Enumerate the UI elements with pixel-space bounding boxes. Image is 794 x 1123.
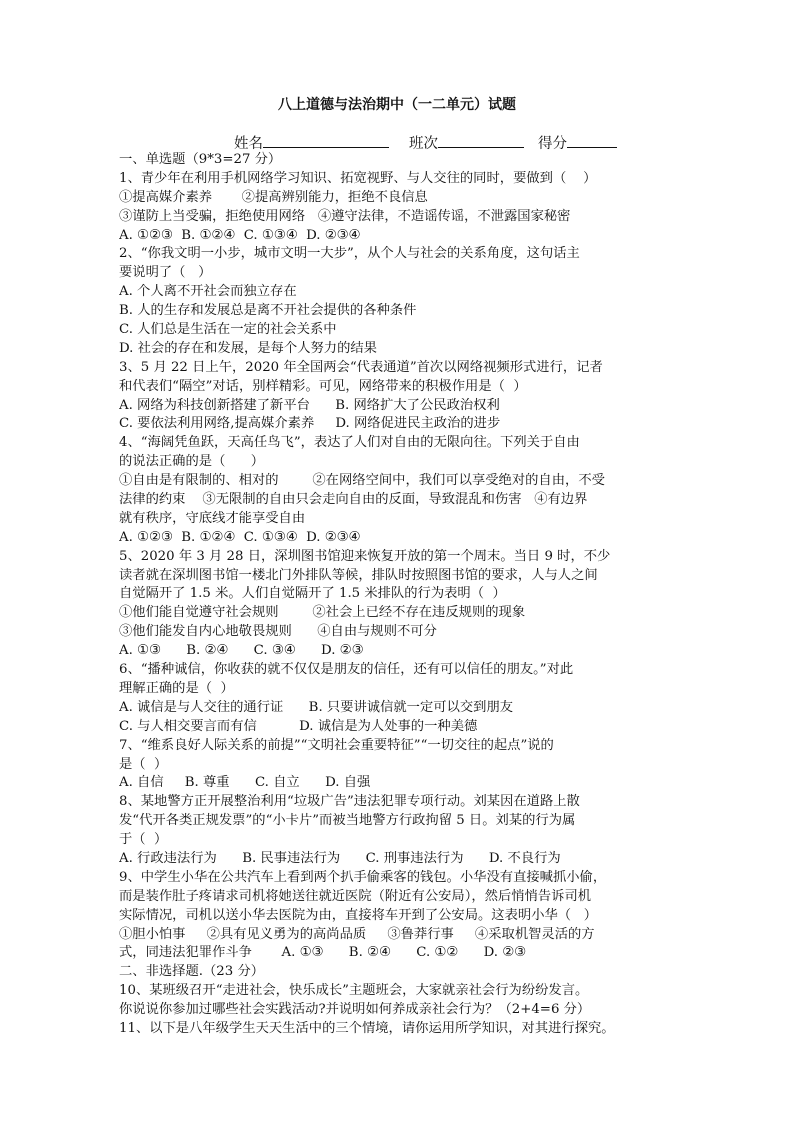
text-line: 3、5 月 22 日上午，2020 年全国两会“代表通道”首次以网络视频形式进行，记者 (119, 359, 603, 375)
text-line: A. ①②③ B. ①②④ C. ①③④ D. ②③④ (119, 227, 361, 243)
text-line: ③他们能发自内心地敬畏规则 ④自由与规则不可分 (119, 624, 437, 640)
text-line: ①提高媒介素养 ②提高辨别能力，拒绝不良信息 (119, 189, 428, 205)
text-line: 2、“你我文明一小步，城市文明一大步”，从个人与社会的关系角度，这句话主 (119, 246, 580, 262)
text-line: A. 行政违法行为 B. 民事违法行为 C. 刑事违法行为 D. 不良行为 (119, 850, 561, 866)
text-line: 9、中学生小华在公共汽车上看到两个扒手偷乘客的钱包。小华没有直接喊抓小偷， (119, 869, 607, 885)
text-line: 要说明了（ ） (119, 265, 212, 281)
text-line: ①胆小怕事 ②具有见义勇为的高尚品质 ③鲁莽行事 ④采取机智灵活的方 (119, 926, 595, 942)
text-line: ③谨防上当受骗，拒绝使用网络 ④遵守法律，不造谣传谣，不泄露国家秘密 (119, 208, 571, 224)
class-field[interactable] (438, 133, 524, 148)
text-line: C. 与人相交要言而有信 D. 诚信是为人处事的一种美德 (119, 718, 478, 734)
text-line: A. ①②③ B. ①②④ C. ①③④ D. ②③④ (119, 529, 361, 545)
text-line: ①自由是有限制的、相对的 ②在网络空间中，我们可以享受绝对的自由，不受 (119, 473, 605, 489)
score-label: 得分 (538, 136, 567, 152)
student-info-line (234, 132, 617, 153)
text-line: 式，同违法犯罪作斗争 A. ①③ B. ②④ C. ①② D. ②③ (119, 945, 527, 961)
text-line: 6、“播种诚信，你收获的就不仅仅是朋友的信任，还有可以信任的朋友。”对此 (119, 662, 574, 678)
text-line: 法律的约束 ③无限制的自由只会走向自由的反面，导致混乱和伤害 ④有边界 (119, 492, 588, 508)
text-line: A. ①③ B. ②④ C. ③④ D. ②③ (119, 643, 364, 659)
text-line: 就有秩序，守底线才能享受自由 (119, 510, 306, 526)
text-line: 的说法正确的是（ ） (119, 454, 265, 470)
text-line: 一、单选题（9*3=27 分） (119, 152, 282, 167)
text-line: C. 要依法利用网络,提高媒介素养 D. 网络促进民主政治的进步 (119, 416, 501, 432)
text-line: 8、某地警方正开展整治利用“垃圾广告”违法犯罪专项行动。刘某因在道路上散 (119, 794, 580, 810)
name-label: 姓名 (234, 136, 263, 152)
text-line: 自觉隔开了 1.5 米。人们自觉隔开了 1.5 米排队的行为表明（ ） (119, 586, 506, 602)
text-line: 10、某班级召开“走进社会，快乐成长”主题班会，大家就亲社会行为纷纷发言。 (119, 983, 589, 999)
text-line: 理解正确的是（ ） (119, 680, 234, 696)
text-line: C. 人们总是生活在一定的社会关系中 (119, 322, 337, 338)
exam-body (119, 151, 684, 1039)
exam-title: 八上道德与法治期中（一二单元）试题 (278, 97, 516, 113)
text-line: A. 个人离不开社会而独立存在 (119, 284, 297, 300)
text-line: 发“代开各类正规发票”的“小卡片”而被当地警方行政拘留 5 日。刘某的行为属 (119, 813, 576, 829)
text-line: B. 人的生存和发展总是离不开社会提供的各种条件 (119, 303, 417, 319)
score-field[interactable] (567, 133, 617, 148)
text-line: 你说说你参加过哪些社会实践活动?并说明如何养成亲社会行为？（2+4=6 分） (119, 1002, 591, 1018)
class-label: 班次 (409, 136, 438, 152)
text-line: 7、“维系良好人际关系的前提”“文明社会重要特征”“一切交往的起点”说的 (119, 737, 554, 753)
text-line: 于（ ） (119, 832, 168, 848)
text-line: 二、非选择题.（23 分） (119, 964, 265, 980)
text-line: A. 自信 B. 尊重 C. 自立 D. 自强 (119, 775, 371, 791)
text-line: D. 社会的存在和发展，是每个人努力的结果 (119, 340, 377, 356)
text-line: ①他们能自觉遵守社会规则 ②社会上已经不存在违反规则的现象 (119, 605, 526, 621)
text-line: 而是装作肚子疼请求司机将她送往就近医院（附近有公安局），然后悄悄告诉司机 (119, 888, 592, 904)
text-line: 是（ ） (119, 756, 168, 772)
text-line: 5、2020 年 3 月 28 日，深圳图书馆迎来恢复开放的第一个周末。当日 9 时，不少 (119, 548, 611, 564)
text-line: 11、以下是八年级学生天天生活中的三个情境，请你运用所学知识，对其进行探究。 (119, 1020, 615, 1036)
text-line: 4、“海阔凭鱼跃，天高任鸟飞”，表达了人们对自由的无限向往。下列关于自由 (119, 435, 580, 451)
text-line: A. 网络为科技创新搭建了新平台 B. 网络扩大了公民政治权利 (119, 397, 500, 413)
name-field[interactable] (263, 133, 389, 148)
text-line: 实际情况，司机以送小华去医院为由，直接将车开到了公安局。这表明小华（ ） (119, 907, 598, 923)
text-line: 1、青少年在利用手机网络学习知识、拓宽视野、与人交往的同时，要做到（ ） (119, 170, 597, 186)
text-line: 读者就在深圳图书馆一楼北门外排队等候，排队时按照图书馆的要求，人与人之间 (119, 567, 598, 583)
text-line: A. 诚信是与人交往的通行证 B. 只要讲诚信就一定可以交到朋友 (119, 699, 514, 715)
text-line: 和代表们“隔空”对话，别样精彩。可见，网络带来的积极作用是（ ） (119, 378, 527, 394)
